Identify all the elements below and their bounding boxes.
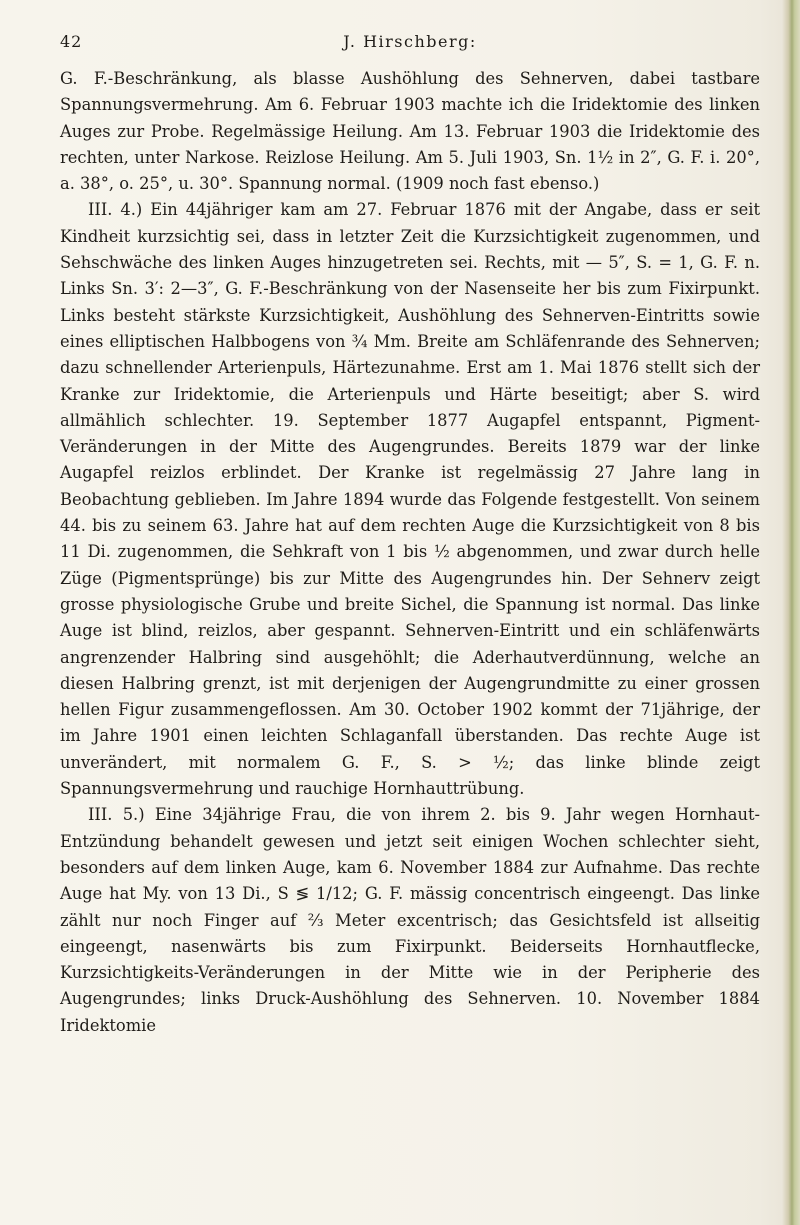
running-head: J. Hirschberg: [343, 32, 477, 51]
paragraph-case-III-4: III. 4.) Ein 44jähriger kam am 27. Februar 1876 mit der Angabe, dass er seit Kindheit kurzsichtig sei, dass in letzter Zeit die Kurzsichtigkeit zugenommen, und Sehschwäche des linken Auges hinzugetreten sei. Rechts, mit — 5″, S. = 1, G. F. n. Links Sn. 3′: 2—3″, G. F.-Beschränkung von der Nasenseite her bis zum Fixirpunkt. Links besteht stärkste Kurzsichtigkeit, Aushöhlung des Sehnerven-Eintritts sowie eines elliptischen Halbbogens von ¾ Mm. Breite am Schläfenrande des Sehnerven; dazu schnellender Arterienpuls, Härtezunahme. Erst am 1. Mai 1876 stellt sich der Kranke zur Iridektomie, die Arterienpuls und Härte beseitigt; aber S. wird allmählich schlechter. 19. September 1877 Augapfel entspannt, Pigment-Veränderungen in der Mitte des Augengrundes. Bereits 1879 war der linke Augapfel reizlos erblindet. Der Kranke ist regelmässig 27 Jahre lang in Beobachtung geblieben. Im Jahre 1894 wurde das Folgende festgestellt. Von seinem 44. bis zu seinem 63. Jahre hat auf dem rechten Auge die Kurzsichtigkeit von 8 bis 11 Di. zugenommen, die Sehkraft von 1 bis ½ abgenommen, und zwar durch helle Züge (Pigmentsprünge) bis zur Mitte des Augengrundes hin. Der Sehnerv zeigt grosse physiologische Grube und breite Sichel, die Spannung ist normal. Das linke Auge ist blind, reizlos, aber gespannt. Sehnerven-Eintritt und ein schläfenwärts angrenzender Halbring sind ausgehöhlt; die Aderhautverdünnung, welche an diesen Halbring grenzt, ist mit derjenigen der Augengrundmitte zu einer grossen hellen Figur zusammengeflossen. Am 30. October 1902 kommt der 71jährige, der im Jahre 1901 einen leichten Schlaganfall überstanden. Das rechte Auge ist unverändert, mit normalem G. F., S. > ½; das linke blinde zeigt Spannungsvermehrung und rauchige Hornhauttrübung. [60, 200, 760, 799]
paragraph-case-continuation: G. F.-Beschränkung, als blasse Aushöhlung des Sehnerven, dabei tastbare Spannungsvermehrung. Am 6. Februar 1903 machte ich die Iridektomie des linken Auges zur Probe. Regelmässige Heilung. Am 13. Februar 1903 die Iridektomie des rechten, unter Narkose. Reizlose Heilung. Am 5. Juli 1903, Sn. 1½ in 2″, G. F. i. 20°, a. 38°, o. 25°, u. 30°. Spannung normal. (1909 noch fast ebenso.) [60, 69, 760, 194]
page-edge-shadow [782, 0, 800, 1225]
page-header [60, 30, 760, 54]
paragraph-case-III-5: III. 5.) Eine 34jährige Frau, die von ihrem 2. bis 9. Jahr wegen Hornhaut-Entzündung behandelt gewesen und jetzt seit einigen Wochen schlechter sieht, besonders auf dem linken Auge, kam 6. November 1884 zur Aufnahme. Das rechte Auge hat My. von 13 Di., S ≶ 1/12; G. F. mässig concentrisch eingeengt. Das linke zählt nur noch Finger auf ⅔ Meter excentrisch; das Gesichtsfeld ist allseitig eingeengt, nasenwärts bis zum Fixirpunkt. Beiderseits Hornhautflecke, Kurzsichtigkeits-Veränderungen in der Mitte wie in der Peripherie des Augengrundes; links Druck-Aushöhlung des Sehnerven. 10. November 1884 Iridektomie [60, 805, 760, 1035]
body-text [60, 66, 760, 1039]
page-number: 42 [60, 32, 83, 51]
